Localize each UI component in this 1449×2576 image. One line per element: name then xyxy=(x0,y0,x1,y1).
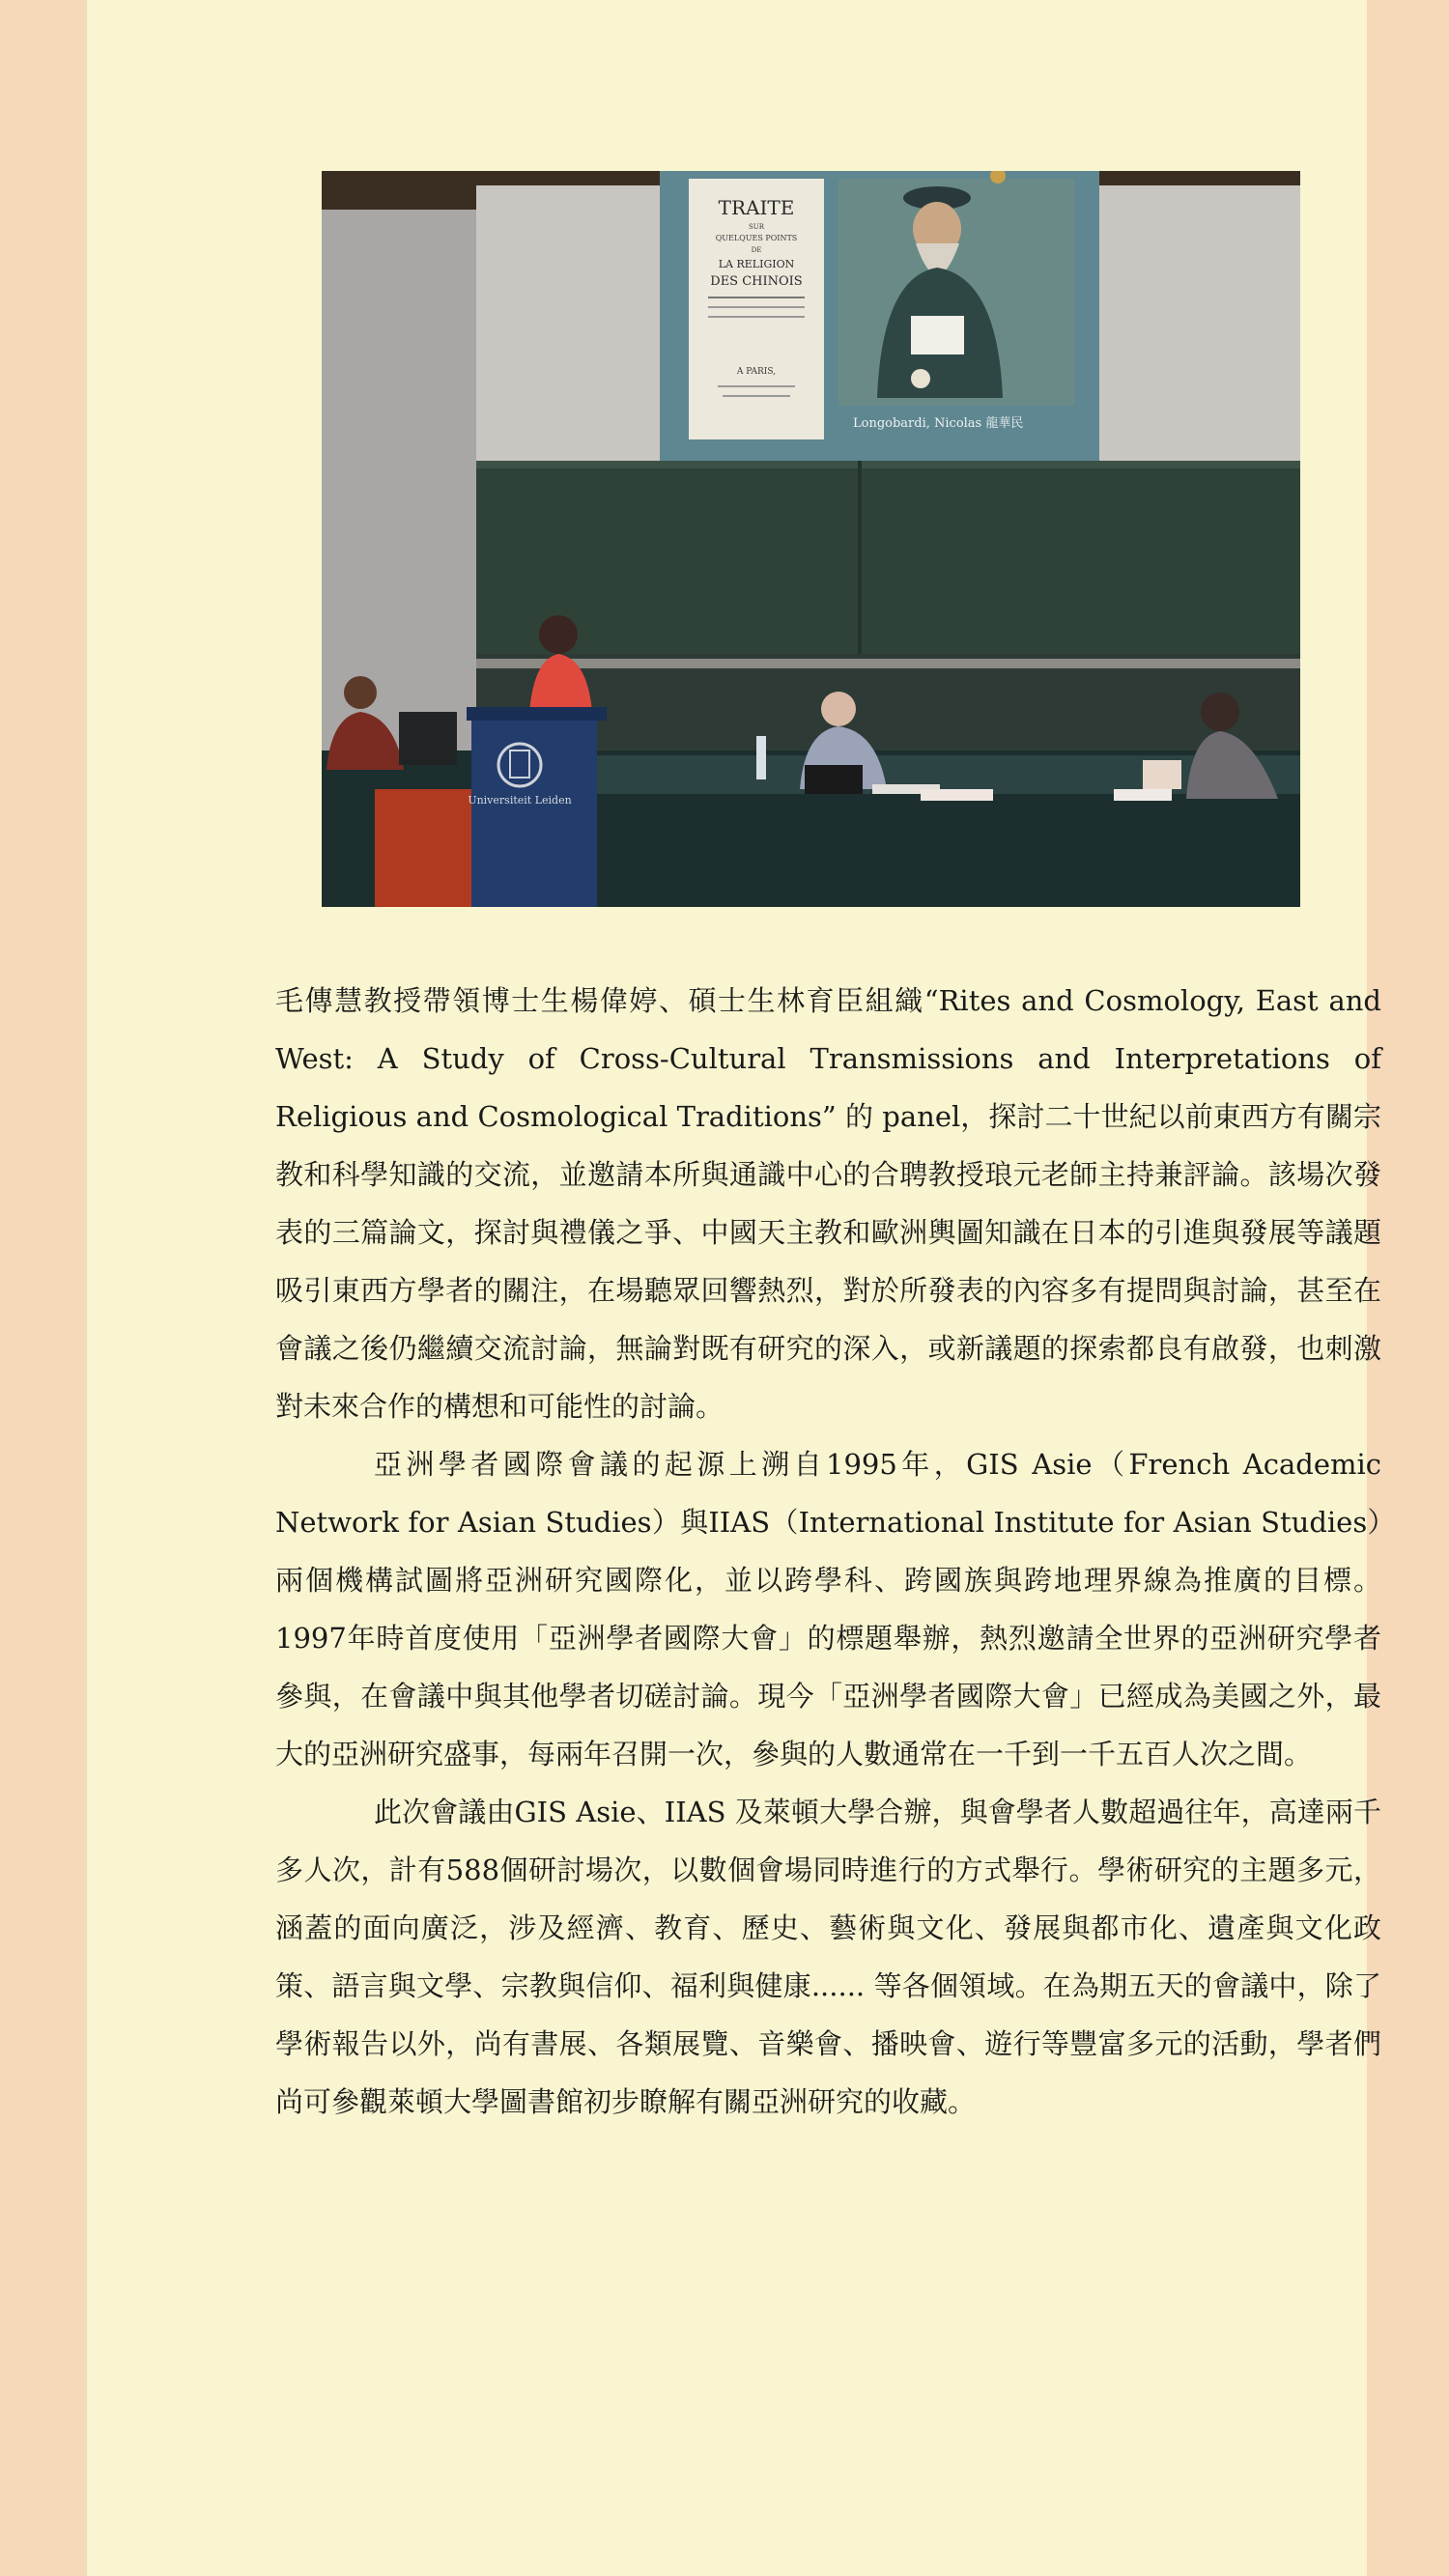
slide-caption: Longobardi, Nicolas 龍華民 xyxy=(853,416,1024,431)
paragraph-history: 亞洲學者國際會議的起源上溯自1995年，GIS Asie（French Academic Network for Asian Studies）與IIAS（International Institute for Asian Studies）兩個機構試圖將亞洲研究國際化，並以跨學科、跨國族與跨地理界線為推廣的目標。1997年時首度使用「亞洲學者國際大會」的標題舉辦，熱烈邀請全世界的亞洲研究學者參與，在會議中與其他學者切磋討論。現今「亞洲學者國際大會」已經成為美國之外，最大的亞洲研究盛事，每兩年召開一次，參與的人數通常在一千到一千五百人次之間。 xyxy=(275,1448,1381,1770)
slide-book-title: TRAITE xyxy=(718,196,795,219)
podium-label: Universiteit Leiden xyxy=(468,794,572,807)
podium xyxy=(471,717,597,907)
slide-book-sub2: QUELQUES POINTS xyxy=(715,234,798,242)
red-panel xyxy=(375,789,471,907)
slide-book-sub4: LA RELIGION xyxy=(718,258,795,270)
laptop xyxy=(805,765,863,794)
slide-book-place: A PARIS, xyxy=(736,367,777,377)
water-bottle xyxy=(756,736,766,779)
conference-photo xyxy=(322,171,1300,907)
page xyxy=(87,0,1381,2576)
paragraph-panel: 毛傳慧教授帶領博士生楊偉婷、碩士生林育臣組織“Rites and Cosmology, East and West: A Study of Cross-Cultural Transmissions and Interpretations of Religious and Cosmological Traditions” 的 panel，探討二十世紀以前東西方有關宗教和科學知識的交流，並邀請本所與通識中心的合聘教授琅元老師主持兼評論。該場次發表的三篇論文，探討與禮儀之爭、中國天主教和歐洲輿圖知識在日本的引進與發展等議題吸引東西方學者的關注，在場聽眾回響熱烈，對於所發表的內容多有提問與討論，甚至在會議之後仍繼續交流討論，無論對既有研究的深入，或新議題的探索都良有啟發，也刺激對未來合作的構想和可能性的討論。 xyxy=(275,984,1381,1423)
blackboard xyxy=(476,461,1300,654)
paragraph-conference: 此次會議由GIS Asie、IIAS 及萊頓大學合辦，與會學者人數超過往年，高達兩千多人次，計有588個研討場次，以數個會場同時進行的方式舉行。學術研究的主題多元，涵蓋的面向廣泛，涉及經濟、教育、歷史、藝術與文化、發展與都市化、遺產與文化政策、語言與文學、宗教與信仰、福利與健康...... 等各個領域。在為期五天的會議中，除了學術報告以外，尚有書展、各類展覽、音樂會、播映會、遊行等豐富多元的活動，學者們尚可參觀萊頓大學圖書館初步瞭解有關亞洲研究的收藏。 xyxy=(275,1796,1381,2118)
article-body xyxy=(275,972,1381,2131)
conference-photo-drawing xyxy=(322,171,1300,907)
slide-book-sub1: SUR xyxy=(749,223,764,231)
monitor xyxy=(399,712,457,765)
slide-book-sub5: DES CHINOIS xyxy=(710,274,803,289)
slide-book-sub3: DE xyxy=(751,246,762,254)
